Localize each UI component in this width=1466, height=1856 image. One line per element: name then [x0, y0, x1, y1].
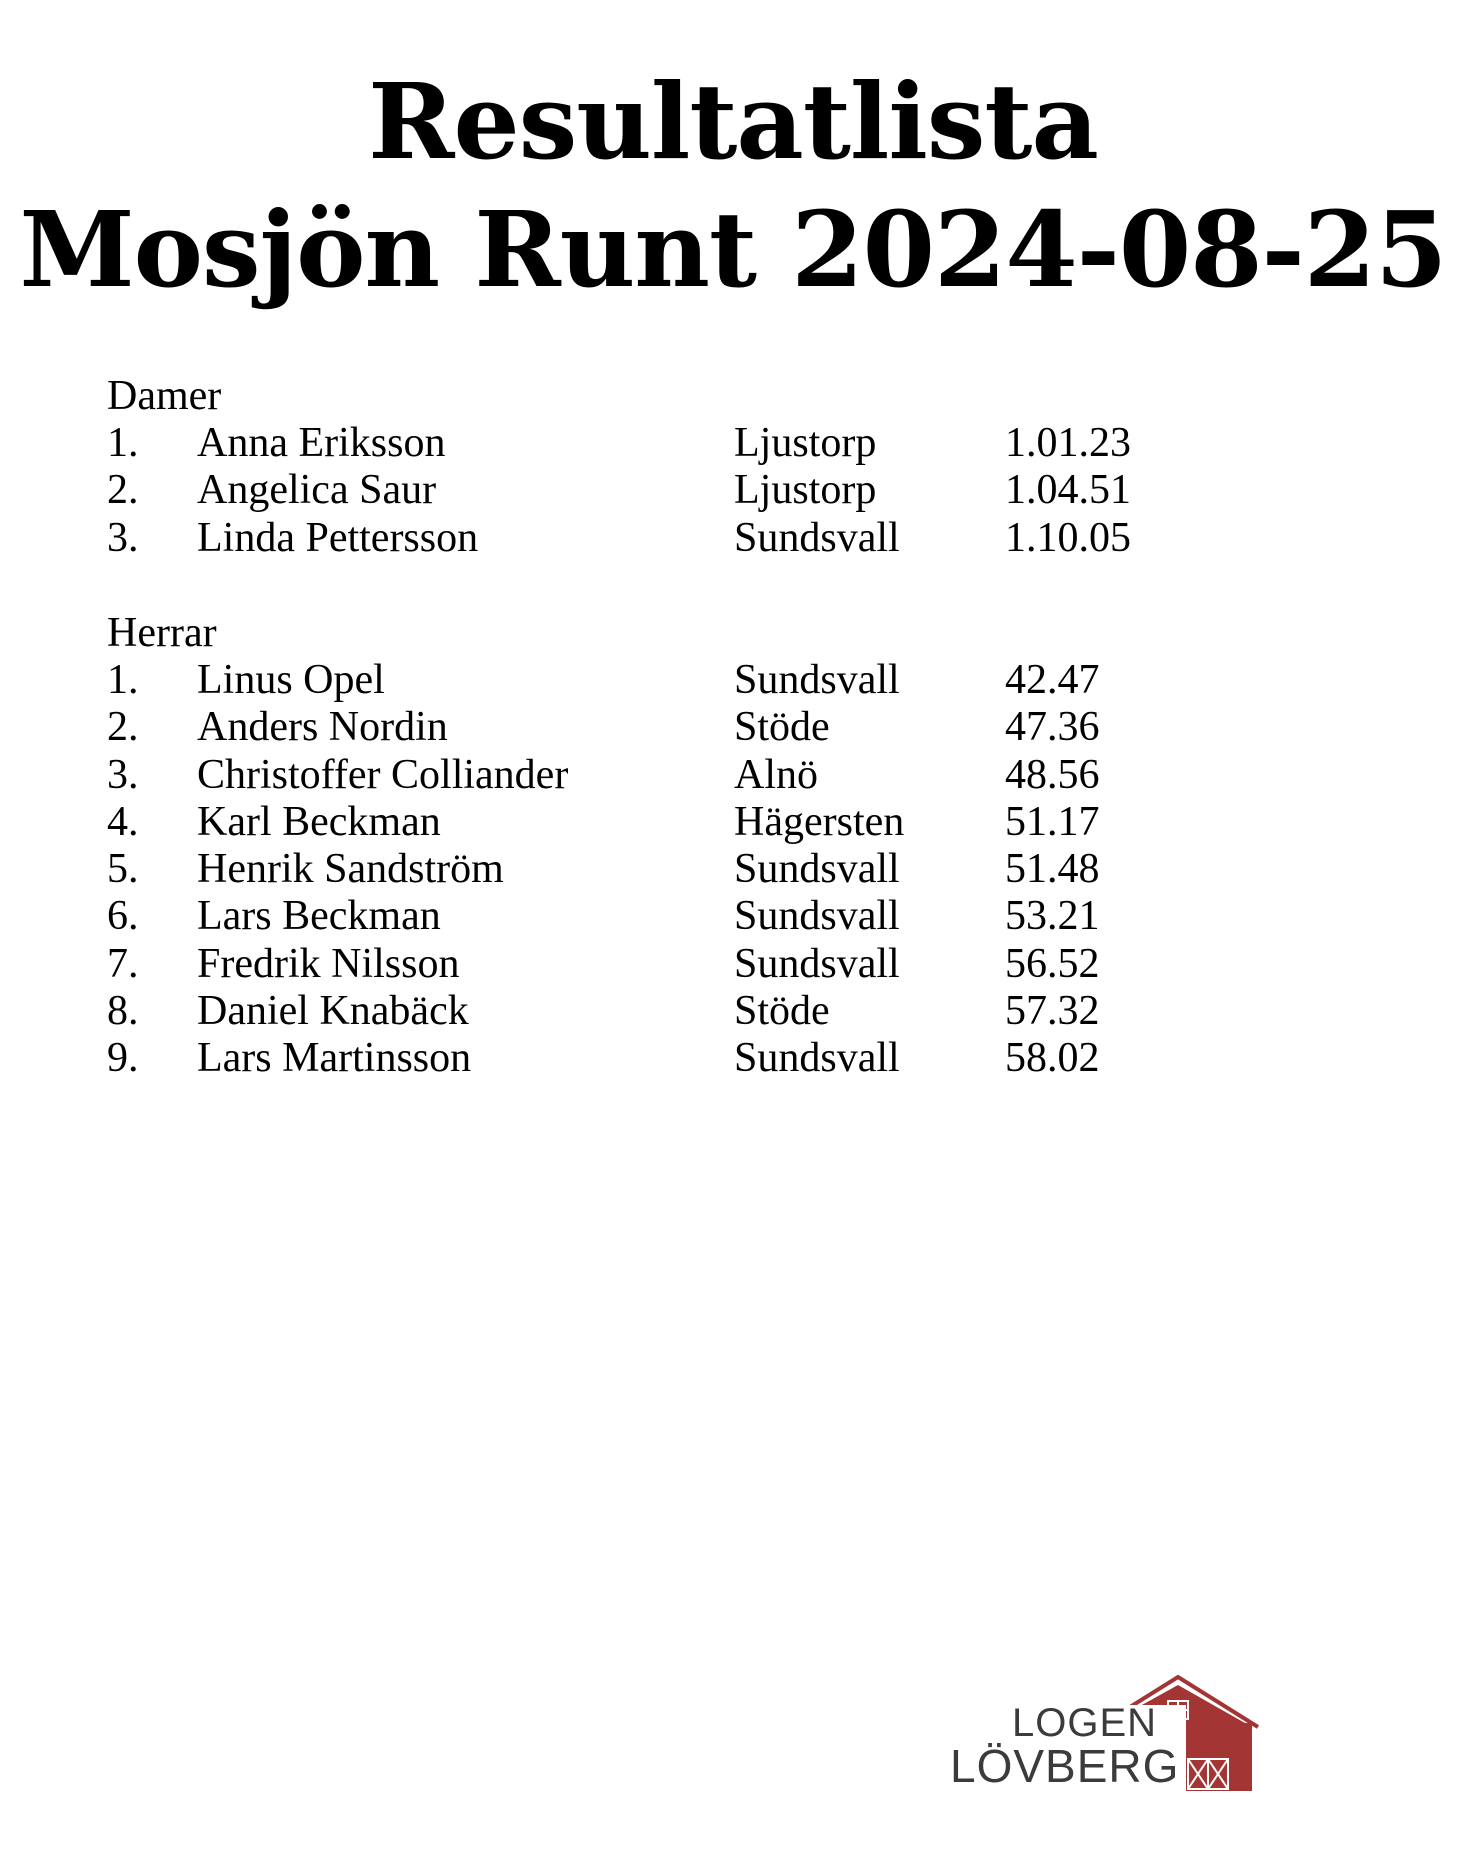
place-number: 2. — [107, 704, 139, 751]
result-row — [107, 657, 1205, 704]
finish-time: 58.02 — [1005, 1035, 1100, 1082]
page-title: Resultatlista — [368, 60, 1098, 183]
club-name: Ljustorp — [734, 467, 877, 514]
place-number: 1. — [107, 420, 139, 466]
logen-lovberg-logo — [950, 1665, 1306, 1791]
logo-text-lovberg: LÖVBERG — [950, 1740, 1180, 1792]
club-name: Sundsvall — [734, 893, 900, 940]
athlete-name: Daniel Knabäck — [197, 988, 469, 1035]
finish-time: 47.36 — [1005, 704, 1100, 751]
page-subtitle: Mosjön Runt 2024-08-25 — [19, 188, 1447, 311]
club-name: Ljustorp — [734, 420, 877, 466]
place-number: 3. — [107, 751, 139, 798]
place-number: 8. — [107, 988, 139, 1035]
result-row — [107, 704, 1205, 751]
logo-text-logen: LOGEN — [1012, 1701, 1158, 1745]
athlete-name: Lars Beckman — [197, 893, 441, 940]
result-row — [107, 1035, 1205, 1082]
result-row — [107, 941, 1205, 988]
section-herrar — [107, 610, 1205, 1083]
athlete-name: Karl Beckman — [197, 798, 441, 845]
club-name: Hägersten — [734, 798, 905, 845]
club-name: Sundsvall — [734, 657, 900, 703]
finish-time: 56.52 — [1005, 940, 1100, 987]
place-number: 5. — [107, 846, 139, 893]
result-row — [107, 988, 1205, 1035]
place-number: 1. — [107, 657, 139, 703]
club-name: Sundsvall — [734, 514, 900, 561]
section-heading-herrar: Herrar — [107, 610, 217, 656]
club-name: Sundsvall — [734, 940, 900, 987]
place-number: 9. — [107, 1035, 139, 1082]
athlete-name: Christoffer Colliander — [197, 751, 569, 798]
section-heading-damer: Damer — [107, 373, 222, 419]
finish-time: 48.56 — [1005, 751, 1100, 798]
result-row — [107, 420, 1205, 467]
athlete-name: Lars Martinsson — [197, 1035, 472, 1082]
result-row — [107, 799, 1205, 846]
athlete-name: Anna Eriksson — [197, 420, 446, 466]
finish-time: 1.10.05 — [1005, 514, 1131, 561]
result-row — [107, 893, 1205, 940]
club-name: Stöde — [734, 704, 830, 751]
finish-time: 1.04.51 — [1005, 467, 1131, 514]
finish-time: 53.21 — [1005, 893, 1100, 940]
athlete-name: Angelica Saur — [197, 467, 437, 514]
finish-time: 57.32 — [1005, 988, 1100, 1035]
result-row — [107, 752, 1205, 799]
club-name: Alnö — [734, 751, 818, 798]
results-list-herrar — [107, 657, 1205, 1083]
athlete-name: Linda Pettersson — [197, 514, 479, 561]
result-row — [107, 515, 1205, 562]
section-damer — [107, 373, 1205, 562]
finish-time: 42.47 — [1005, 657, 1100, 703]
place-number: 4. — [107, 798, 139, 845]
results-list-damer — [107, 420, 1205, 562]
place-number: 7. — [107, 940, 139, 987]
athlete-name: Linus Opel — [197, 657, 385, 703]
place-number: 6. — [107, 893, 139, 940]
athlete-name: Fredrik Nilsson — [197, 940, 460, 987]
finish-time: 1.01.23 — [1005, 420, 1131, 466]
finish-time: 51.17 — [1005, 798, 1100, 845]
club-name: Stöde — [734, 988, 830, 1035]
club-name: Sundsvall — [734, 1035, 900, 1082]
athlete-name: Anders Nordin — [197, 704, 448, 751]
place-number: 3. — [107, 514, 139, 561]
place-number: 2. — [107, 467, 139, 514]
finish-time: 51.48 — [1005, 846, 1100, 893]
club-name: Sundsvall — [734, 846, 900, 893]
result-row — [107, 846, 1205, 893]
athlete-name: Henrik Sandström — [197, 846, 504, 893]
result-row — [107, 467, 1205, 514]
